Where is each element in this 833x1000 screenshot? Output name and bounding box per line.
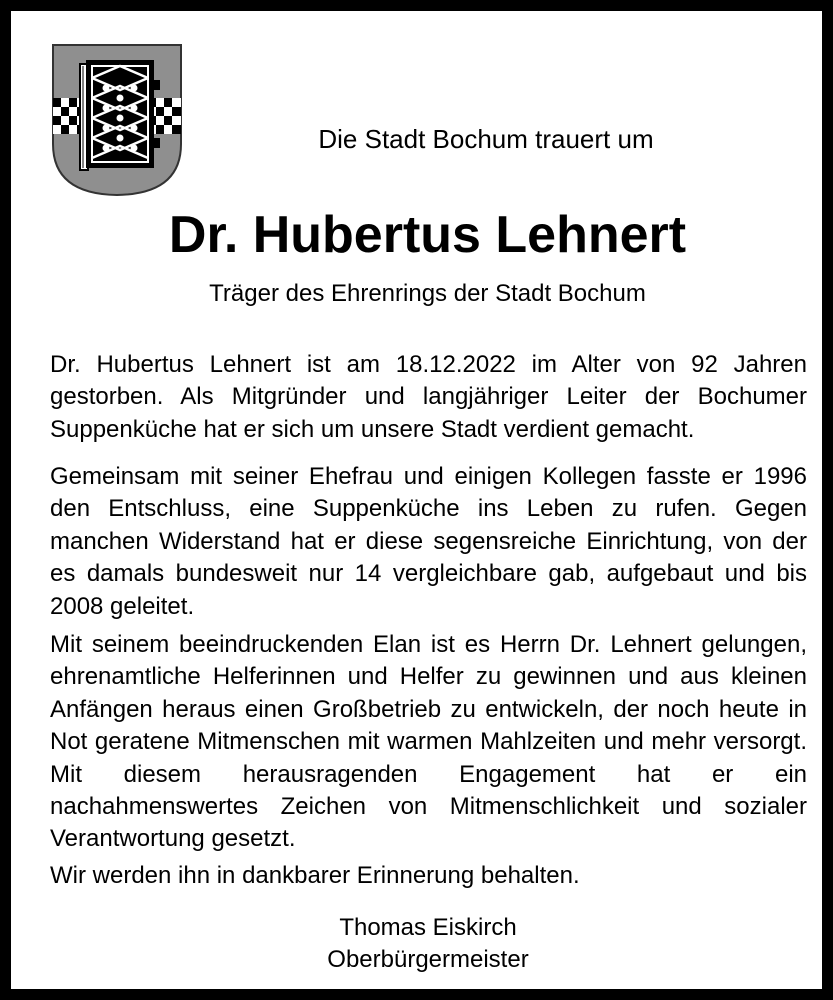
deceased-name-heading: Dr. Hubertus Lehnert <box>168 206 687 264</box>
book-icon <box>80 60 160 170</box>
paragraph-founding: Gemeinsam mit seiner Ehefrau und einigen Kollegen fasste er 1996 den Entschluss, eine Suppenküche ins Leben zu rufen. Gegen manchen Widerstand hat er diese segensreiche Einrichtung, von der es damals bundesweit nur 14 vergleichbare gab, aufgebaut und bis 2008 geleitet. <box>50 463 807 620</box>
paragraph-remembrance: Wir werden ihn in dankbarer Erinnerung behalten. <box>50 862 580 889</box>
honor-subtitle: Träger des Ehrenrings der Stadt Bochum <box>209 280 646 307</box>
intro-line: Die Stadt Bochum trauert um <box>318 124 654 154</box>
signatory-title: Oberbürgermeister <box>327 946 529 973</box>
signatory-name: Thomas Eiskirch <box>339 914 517 941</box>
paragraph-achievements: Mit seinem beeindruckenden Elan ist es Herrn Dr. Lehnert gelungen, ehrenamtliche Helferinnen und Helfer zu gewinnen und aus kleinen Anfängen heraus einen Großbetrieb zu entwickeln, der noch heute in Not geratene Mitmenschen mit warmen Mahlzeiten und mehr versorgt. Mit diesem herausragenden Engagement hat er ein nachahmenswertes Zeichen von Mitmenschlichkeit und sozialer Verantwortung gesetzt. <box>50 631 807 853</box>
paragraph-death-notice: Dr. Hubertus Lehnert ist am 18.12.2022 im Alter von 92 Jahren gestorben. Als Mitgründer und langjähriger Leiter der Bochumer Suppenküche hat er sich um unsere Stadt verdient gemacht. <box>50 351 807 443</box>
coat-of-arms-icon <box>52 44 182 196</box>
